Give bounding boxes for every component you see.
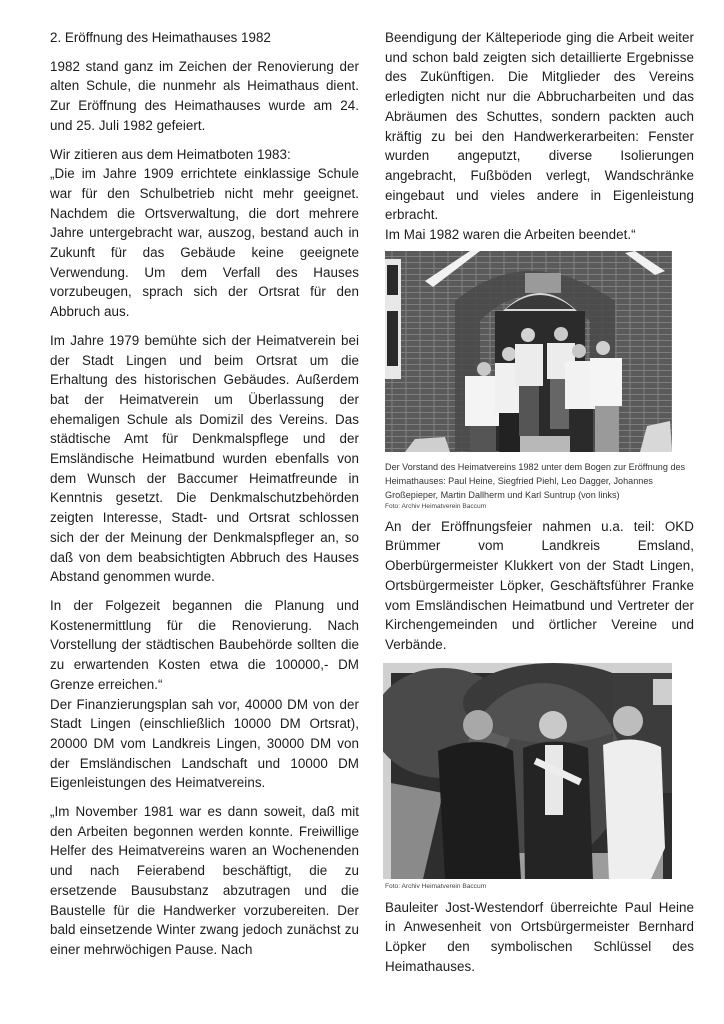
left-column [50, 28, 359, 960]
paragraph-quote-intro: Wir zitieren aus dem Heimatboten 1983: [50, 146, 291, 162]
paragraph-intro: 1982 stand ganz im Zeichen der Renovierung der alten Schule, die nunmehr als Heimathaus dient. Zur Eröffnung des Heimathauses wurde am 24. und 25. Juli 1982 gefeiert. [50, 58, 359, 133]
paragraph-november-1981: „Im November 1981 war es dann soweit, daß mit den Arbeiten begonnen werden konnte. Freiwillige Helfer des Heimatvereins waren an Wochenenden und nach Feierabend beschäftigt, die zu ersetzende Bausubstanz abzutragen und die Baustelle für die Handwerker vorzubereiten. Der bald einsetzende Winter zwang jedoch zunächst zu einer mehrwöchigen Pause. Nach [50, 804, 359, 957]
paragraph-continuation: Beendigung der Kälteperiode ging die Arbeit weiter und schon bald zeigten sich detaillierte Ergebnisse des Zukünftigen. Die Mitglieder des Vereins erledigten nicht nur die Abbrucharbeiten und das Abräumen des Schuttes, sondern packten auch kräftig zu bei den Handwerkerarbeiten: Fenster wurden angeputzt, diverse Isolierungen angebracht, Fußböden verlegt, Wandschränke eingebaut und vieles andere in Eigenleistung erbracht. [385, 30, 694, 223]
photo-image [383, 663, 672, 879]
section-heading: 2. Eröffnung des Heimathauses 1982 [50, 30, 271, 45]
photo-board-at-doorway [385, 251, 672, 452]
photo1-credit: Foto: Archiv Heimatverein Baccum [385, 502, 487, 510]
paragraph-key-handover: Bauleiter Jost-Westendorf überreichte Paul Heine in Anwesenheit von Ortsbürgermeister Bernhard Löpker den symbolischen Schlüssel des Heimathauses. [385, 899, 694, 974]
right-column [385, 28, 694, 976]
paragraph-quote-school: „Die im Jahre 1909 errichtete einklassige Schule war für den Schulbetrieb nicht mehr geeignet. Nachdem die Ortsverwaltung, die dort mehrere Jahre untergebracht war, auszog, bestand auch in Zukunft für das Gebäude keine geeignete Verwendung. Um dem Verfall des Hauses vorzubeugen, sprach sich der Ortsrat für den Abbruch aus. [50, 166, 359, 320]
photo-key-handover [383, 663, 672, 879]
paragraph-attendees: An der Eröffnungsfeier nahmen u.a. teil: OKD Brümmer vom Landkreis Emsland, Oberbürgermeister Klukkert von der Stadt Lingen, Ortsbürgermeister Löpker, Geschäftsführer Franke vom Emsländischen Heimatbund und Vertreter der Kirchengemeinden und örtlicher Vereine und Verbände. [385, 518, 694, 652]
photo-image [385, 251, 672, 452]
paragraph-financing: Der Finanzierungsplan sah vor, 40000 DM von der Stadt Lingen (einschließlich 10000 DM Ortsrat), 20000 DM vom Landkreis Lingen, 30000 DM von der Emsländischen Landschaft und 10000 DM Eigenleistungen des Heimatvereins. [50, 696, 359, 791]
photo2-credit: Foto: Archiv Heimatverein Baccum [385, 882, 487, 890]
paragraph-1979: Im Jahre 1979 bemühte sich der Heimatverein bei der Stadt Lingen und beim Ortsrat um die Erhaltung des historischen Gebäudes. Außerdem bat der Heimatverein um Überlassung der ehemaligen Schule als Domizil des Vereins. Das städtische Amt für Denkmalspflege und der Emsländische Heimatbund wurden ebenfalls von dem Wunsch der Baccumer Heimatfreunde in Kenntnis gesetzt. Die Denkmalschutzbehörden zeigten Interesse, Stadt- und Ortsrat schlossen sich der der Meinung der Denkmalspfleger an, so daß von dem beabsichtigten Abbruch des Hauses Abstand genommen wurde. [50, 332, 359, 585]
paragraph-planning: In der Folgezeit begannen die Planung und Kostenermittlung für die Renovierung. Nach Vorstellung der städtischen Baubehörde sollten die zu erwartenden Kosten etwa die 100000,- DM Grenze erreichen.“ [50, 597, 359, 692]
paragraph-may-1982: Im Mai 1982 waren die Arbeiten beendet.“ [385, 227, 636, 243]
photo1-caption: Der Vorstand des Heimatvereins 1982 unter dem Bogen zur Eröffnung des Heimathauses: Paul Heine, Siegfried Piehl, Leo Dagger, Johannes Großepieper, Martin Dallherm und Karl Suntrup (von links) [385, 461, 686, 500]
